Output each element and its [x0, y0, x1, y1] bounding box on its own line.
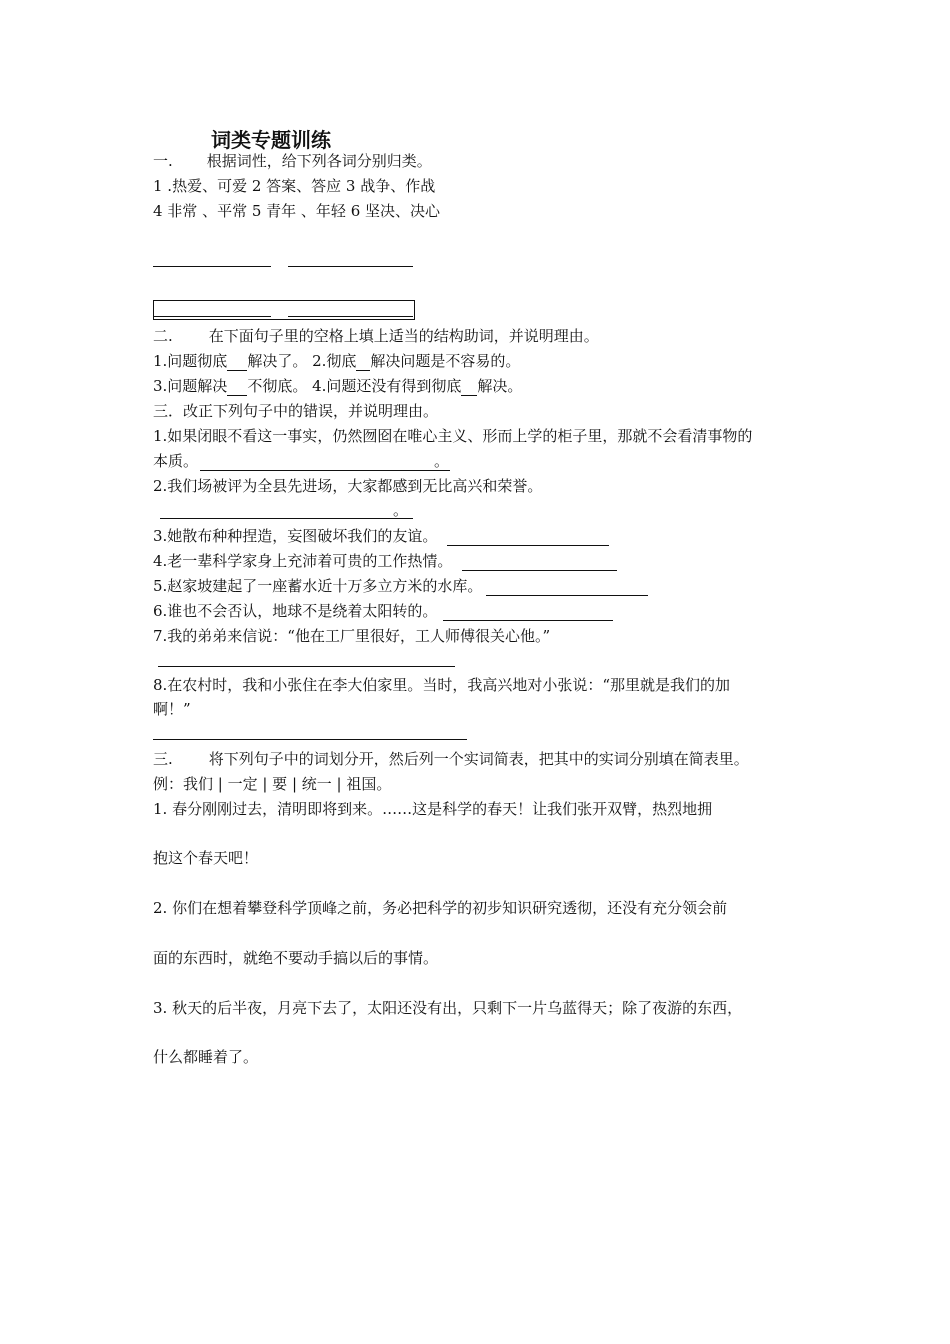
section-heading-text: 在下面句子里的空格上填上适当的结构助词，并说明理由。	[208, 327, 599, 345]
answer-line[interactable]	[158, 666, 455, 667]
sentence-1-cont	[153, 451, 449, 471]
sentence-text: 3.问题解决	[153, 377, 228, 395]
section-heading-text: 将下列句子中的词划分开，然后列一个实词简表，把其中的实词分别填在简表里。	[208, 750, 749, 768]
sentence-1: 1.如果闭眼不看这一事实，仍然囫囵在唯心主义、形而上学的柜子里，那就不会看清事物的	[153, 427, 753, 445]
passage-3-cont: 什么都睡着了。	[153, 1048, 259, 1066]
period-mark: 。	[393, 501, 409, 519]
sentence-text: 1.问题彻底	[153, 352, 228, 370]
sentence-text: 解决。	[477, 377, 523, 395]
answer-line[interactable]	[153, 266, 271, 267]
sentence-2: 2.我们场被评为全县先进场，大家都感到无比高兴和荣誉。	[153, 477, 543, 495]
section2-heading	[153, 326, 599, 346]
page-title: 词类专题训练	[211, 128, 331, 152]
fill-blank[interactable]	[461, 379, 477, 396]
section1-heading	[153, 151, 432, 171]
passage-1-cont: 抱这个春天吧！	[153, 849, 259, 867]
passage-2: 2. 你们在想着攀登科学顶峰之前，务必把科学的初步知识研究透彻，还没有充分领会前	[153, 899, 728, 917]
sentence-8-cont: 啊！”	[153, 700, 191, 718]
word-row-1: 1 .热爱、可爱 2 答案、答应 3 战争、作战	[153, 177, 436, 195]
answer-line[interactable]	[160, 518, 413, 519]
section-number: 二.	[153, 327, 173, 345]
sentence-5	[153, 576, 648, 596]
passage-3: 3. 秋天的后半夜，月亮下去了，太阳还没有出，只剩下一片乌蓝得天；除了夜游的东西，	[153, 999, 743, 1017]
section-heading-text: 根据词性，给下列各词分别归类。	[206, 152, 432, 170]
sentence-3	[153, 526, 609, 546]
answer-line[interactable]	[462, 552, 617, 571]
sentence-text: 解决问题是不容易的。	[370, 352, 521, 370]
passage-1: 1. 春分刚刚过去，清明即将到来。……这是科学的春天！让我们张开双臂，热烈地拥	[153, 800, 713, 818]
answer-line[interactable]	[200, 452, 450, 471]
sentence-text: 本质。	[153, 452, 199, 470]
section4-heading	[153, 749, 749, 769]
sentence-4	[153, 551, 617, 571]
fill-line-1	[153, 351, 520, 371]
section-number: 三.	[153, 750, 173, 768]
section3-heading: 三．改正下列句子中的错误，并说明理由。	[153, 402, 439, 420]
fill-blank[interactable]	[227, 379, 247, 396]
fill-blank[interactable]	[227, 354, 247, 371]
answer-line[interactable]	[153, 739, 467, 740]
sentence-text: 5.赵家坡建起了一座蓄水近十万多立方米的水库。	[153, 577, 483, 595]
passage-2-cont: 面的东西时，就绝不要动手搞以后的事情。	[153, 949, 439, 967]
period-mark: 。	[434, 452, 450, 470]
sentence-text: 解决了。 2.彻底	[247, 352, 357, 370]
sentence-text: 6.谁也不会否认，地球不是绕着太阳转的。	[153, 602, 438, 620]
sentence-8: 8.在农村时，我和小张住在李大伯家里。当时，我高兴地对小张说：“那里就是我们的加	[153, 676, 730, 694]
sentence-text: 不彻底。 4.问题还没有得到彻底	[247, 377, 462, 395]
section-number: 一.	[153, 152, 173, 170]
word-row-2: 4 非常 、平常 5 青年 、年轻 6 坚决、决心	[153, 202, 441, 220]
answer-line[interactable]	[443, 602, 613, 621]
sentence-text: 3.她散布种种捏造，妄图破坏我们的友谊。	[153, 527, 438, 545]
answer-box[interactable]	[153, 300, 415, 320]
example-line: 例：我们 | 一定 | 要 | 统一 | 祖国。	[153, 775, 392, 793]
answer-line[interactable]	[153, 316, 271, 317]
fill-blank[interactable]	[356, 354, 370, 371]
sentence-7: 7.我的弟弟来信说：“他在工厂里很好，工人师傅很关心他。”	[153, 627, 551, 645]
answer-line[interactable]	[486, 577, 648, 596]
fill-line-2	[153, 376, 522, 396]
answer-line[interactable]	[288, 266, 413, 267]
sentence-text: 4.老一辈科学家身上充沛着可贵的工作热情。	[153, 552, 453, 570]
sentence-6	[153, 601, 613, 621]
answer-line[interactable]	[447, 527, 609, 546]
answer-line[interactable]	[288, 316, 413, 317]
